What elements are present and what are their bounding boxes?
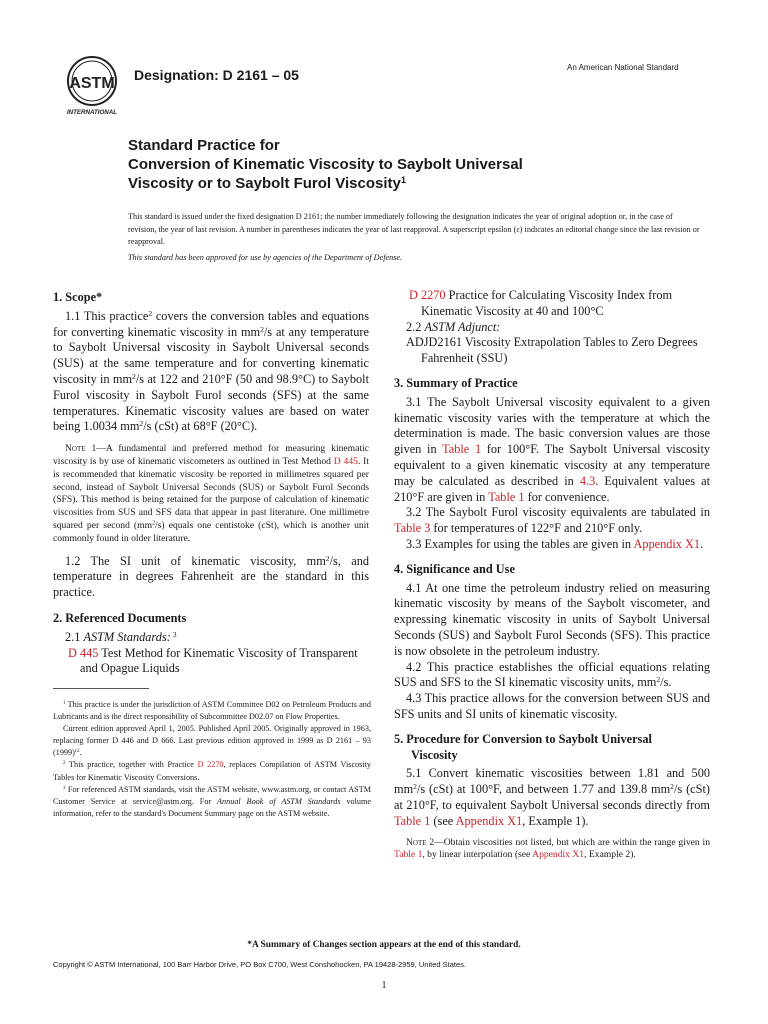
link-table-1-d[interactable]: Table 1 (394, 849, 423, 861)
link-d445[interactable]: D 445 (333, 455, 358, 467)
section-5-heading: 5. Procedure for Conversion to Saybolt Universal Viscosity (394, 731, 652, 762)
footnotes (53, 699, 371, 820)
link-section-4-3[interactable]: 4.3 (579, 473, 596, 488)
link-d2270-footnote[interactable]: D 2270 (197, 760, 224, 770)
summary-of-changes-note: *A Summary of Changes section appears at the end of this standard. (247, 940, 521, 950)
footnote-3: $^3$ For referenced ASTM standards, visit the ASTM website, www.astm.org, or contact ASTM Customer Service at service@astm.org. For Annual Book of ASTM Standards volume information, refer to the standard's Document Summary page on the ASTM website. (53, 784, 372, 818)
ref-d2270: D 2270 Practice for Calculating Viscosity Index from Kinematic Viscosity at 40 and 100°C (409, 288, 673, 318)
link-table-1-c[interactable]: Table 1 (394, 813, 431, 828)
adjunct-entry: ADJD2161 Viscosity Extrapolation Tables to Zero Degrees Fahrenheit (SSU) (406, 335, 698, 366)
section-1-heading: 1. Scope* (53, 290, 103, 304)
copyright: Copyright © ASTM International, 100 Barr Harbor Drive, PO Box C700, West Conshohocken, PA 19428-2959, United States. (53, 960, 466, 969)
paragraph-2-1: 2.1 ASTM Standards: $^3$ (65, 629, 177, 644)
paragraph-2-2: 2.2 ASTM Adjunct: (406, 319, 501, 334)
footnote-1-edition: Current edition approved April 1, 2005. Published April 2005. Originally approved in 1963, replacing former D 446 and D 666. Last previous edition approved in 1999 as D 2161 – 93 $(1999)^{\varepsilon 2}$. (53, 724, 371, 758)
paragraph-3-3: 3.3 Examples for using the tables are given in Appendix X1. (406, 536, 704, 551)
footnote-divider (53, 688, 149, 689)
note-1: Note 1—A fundamental and preferred method for measuring kinematic viscosity is by use of kinematic viscometers as outlined in Test Method D 445. It is recommended that kinematic viscosity be reported in millimetres squared per second, instead of Saybolt Universal Seconds (SUS) or Saybolt Furol Seconds (SFS). This method is being retained for the purpose of calculation of kinematic viscosities from SUS and SFS data that appear in past literature. One millimetre squared per second $(mm^2/s)$ equals one centistoke (cSt), which is another unit commonly found in older literature. (53, 443, 370, 544)
ref-d445: D 445 Test Method for Kinematic Viscosity of Transparent and Opague Liquids (68, 645, 358, 676)
title-line-1: Standard Practice for (128, 137, 280, 154)
link-table-3[interactable]: Table 3 (394, 521, 431, 536)
title-line-3-text: Viscosity or to Saybolt Furol Viscosity (128, 175, 401, 192)
paragraph-4-2: 4.2 This practice establishes the official equations relating SUS and SFS to the SI kinematic viscosity units, $mm^2/s$. (394, 659, 710, 690)
link-table-1[interactable]: Table 1 (442, 442, 482, 457)
paragraph-3-1: 3.1 The Saybolt Universal viscosity equivalent to a given kinematic viscosity varies with the temperature at which the determination is made. The basic conversion values are those given in Table 1 for 100°F. The Saybolt Universal viscosity equivalent to a given kinematic viscosity at any temperature may be calculated as described in 4.3. Equivalent values at 210°F are given in Table 1 for convenience. (394, 394, 711, 504)
paragraph-1-2: 1.2 The SI unit of kinematic viscosity, $mm^2/s$, and temperature in degrees Fahrenheit are the standard in this practice. (53, 553, 369, 600)
paragraph-4-3: 4.3 This practice allows for the conversion between SUS and SFS units and SI units of kinematic viscosity. (394, 691, 710, 721)
paragraph-5-1: 5.1 Convert kinematic viscosities between 1.81 and 500 $mm^2/s$ (cSt) at 100°F, and between 1.77 and 139.8 $mm^2/s$ (cSt) at 210°F, to equivalent Saybolt Universal seconds directly from Table 1 (see Appendix X1, Example 1). (394, 766, 710, 828)
dod-notice: This standard has been approved for use by agencies of the Department of Defense. (128, 253, 403, 262)
title-footnote-mark: 1 (400, 174, 407, 185)
link-d445-ref[interactable]: D 445 (68, 645, 99, 660)
paragraph-1-1: 1.1 This practice$^2$ covers the conversion tables and equations for converting kinematic viscosity in $mm^2/s$ at any temperature to Saybolt Universal viscosity in Saybolt Universal seconds (SUS) at the same temperature and for converting kinematic viscosity in $mm^2/s$ at 122 and 210°F (50 and 98.9°C) to Saybolt Furol viscosity in Saybolt Furol seconds (SFS) at the same temperatures. Kinematic viscosity values are based on water being 1.0034 $mm^2/s$ (cSt) at 68°F (20°C). (53, 308, 369, 434)
issuance-statement: This standard is issued under the fixed designation D 2161; the number immediately following the designation indicates the year of original adoption or, in the case of revision, the year of last revision. A number in parentheses indicates the year of last reapproval. A superscript epsilon (ε) indicates an editorial change since the last revision or reapproval. (128, 212, 700, 247)
title-line-3 (128, 174, 688, 193)
document-title (128, 136, 688, 193)
paragraph-3-2: 3.2 The Saybolt Furol viscosity equivalents are tabulated in Table 3 for temperatures of 122°F and 210°F only. (394, 505, 710, 536)
link-d2270[interactable]: D 2270 (409, 288, 446, 302)
american-national-standard: An American National Standard (567, 63, 679, 72)
section-2-heading: 2. Referenced Documents (53, 610, 187, 625)
link-appendix-x1[interactable]: Appendix X1 (633, 536, 701, 551)
footnote-1: $^1$ This practice is under the jurisdiction of ASTM Committee D02 on Petroleum Products and Lubricants and is the direct responsibility of Subcommittee D02.07 on Flow Properties. (53, 700, 371, 722)
footnote-2: $^2$ This practice, together with Practice D 2270, replaces Compilation of ASTM Viscosity Tables for Kinematic Viscosity Conversions. (53, 760, 372, 782)
link-appendix-x1-b[interactable]: Appendix X1 (455, 813, 523, 828)
logo-subtext: INTERNATIONAL (66, 109, 118, 116)
astm-logo (60, 54, 124, 120)
left-column (53, 288, 369, 677)
note-2: Note 2—Obtain viscosities not listed, but which are within the range given in Table 1, by linear interpolation (see Appendix X1, Example 2). (394, 836, 710, 861)
paragraph-4-1: 4.1 At one time the petroleum industry relied on measuring kinematic viscosity by means of the Saybolt viscometer, and expressing kinematic viscosity in units of Saybolt Universal Seconds (SUS) and Saybolt Furol Seconds (SFS). This practice is now obsolete in the petroleum industry. (394, 580, 710, 658)
section-3-heading: 3. Summary of Practice (394, 375, 518, 390)
right-column (394, 288, 710, 862)
designation: Designation: D 2161 – 05 (134, 67, 299, 83)
section-4-heading: 4. Significance and Use (394, 561, 515, 576)
link-appendix-x1-c[interactable]: Appendix X1 (532, 849, 585, 861)
logo-text: ASTM (69, 75, 115, 92)
title-line-2: Conversion of Kinematic Viscosity to Saybolt Universal (128, 156, 523, 173)
link-table-1-b[interactable]: Table 1 (488, 489, 525, 504)
page-number: 1 (381, 980, 387, 991)
